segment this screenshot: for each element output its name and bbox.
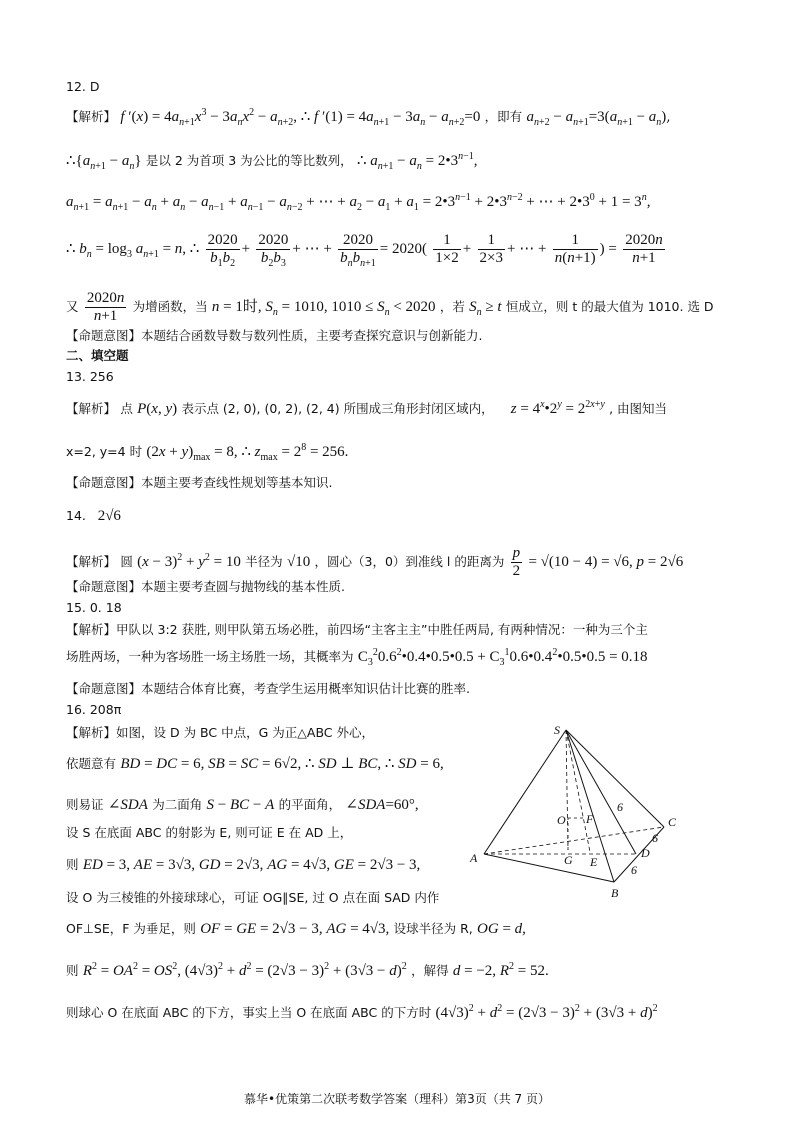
q12-line3: $a_{n+1} = a_{n+1} - a_n + a_n - a_{n-1} + a_{n-1} - a_{n-2}$ + ⋯ + $a_2 - a_1 + a_1$ = $2•3^{n-1}$ + $2•3^{n-2}$ + ⋯ + $2•3^0 + 1 = 3^n$, [66,192,651,213]
q12-line4: ∴ $b_n = \log_3 a_{n+1} = n$, ∴ $\frac{2020}{b_1b_2}$ + $\frac{2020}{b_2b_3}$ + ⋯ + $\frac{2020}{b_nb_{n+1}}$ = 2020( $\frac{1}{1\times 2}$ + $\frac{1}{2\times 3}$ + ⋯ + $\frac{1}{n(n+1)}$ ) = $\frac{2020n}{n+1}$ [66,232,663,269]
q15-line2: 场胜两场，一种为客场胜一场主场胜一场，其概率为 $C_3^20.6^2•0.4•0.5•0.5$ + $C_3^10.6•0.4^2•0.5•0.5 = 0.18$ [66,647,648,668]
edge-sd [566,730,636,854]
q16-line1: 【解析】如图，设 D 为 BC 中点，G 为正△ABC 外心， [66,725,374,740]
q12-intent: 【命题意图】本题结合函数导数与数列性质，主要考查探究意识与创新能力. [66,328,483,343]
q16-line7: OF⊥SE，F 为垂足，则 OF = GE = 2√3 − 3, AG = 4√3, 设球半径为 R, OG = d, [66,921,526,937]
q16-line6: 设 O 为三棱锥的外接球球心，可证 OG∥SE, 过 O 点在面 SAD 内作 [66,890,440,905]
q14-intent: 【命题意图】本题主要考查圆与抛物线的基本性质. [66,579,345,594]
q16-line8: 则 $R^2 = OA^2 = OS^2$, $(4√3)^2 + d^2 = (2√3 - 3)^2 + (3√3 - d)^2$ ，解得 d = −2, $R^2 = 52$. [66,961,549,979]
edge-sc [566,730,664,827]
label-c: C [668,815,677,829]
q13-intent: 【命题意图】本题主要考查线性规划等基本知识. [66,475,333,490]
q16-line9: 则球心 O 在底面 ABC 的下方，事实上当 O 在底面 ABC 的下方时 $(4√3)^2 + d^2 = (2√3 - 3)^2 + (3√3 + d)^2$ [66,1003,658,1021]
label-f: F [586,812,594,826]
q16-line2: 依题意有 BD = DC = 6, SB = SC = 6√2, ∴ SD ⊥ BC, ∴ SD = 6, [66,756,444,772]
q16-line5: 则 ED = 3, AE = 3√3, GD = 2√3, AG = 4√3, GE = 2√3 − 3, [66,857,421,873]
analysis-tag: 【解析】 [66,109,117,124]
q14-answer: 14. 2√6 [66,508,121,524]
label-len-bd: 6 [631,863,637,877]
label-b: B [611,886,619,900]
edge-se [566,730,590,852]
edge-sa [484,730,566,854]
label-o: O [557,813,566,827]
label-len-sc: 6 [617,800,623,814]
q12-line5: 又 $\frac{2020n}{n+1}$ 为增函数，当 n = 1时, $S_n = 1010$, $1010 \le S_n < 2020$ ，若 $S_n \ge t$ 恒成立，则 t 的最大值为 1010. 选 D [66,290,714,324]
q16-line4: 设 S 在底面 ABC 的射影为 E, 则可证 E 在 AD 上， [66,825,353,840]
edge-ac [484,827,664,854]
q12-line2: $\therefore\{a_{n+1} - a_n\}$ 是以 2 为首项 3 为公比的等比数列， ∴ $a_{n+1} - a_n$ = $2•3^{n-1}$, [66,151,478,172]
q15-intent: 【命题意图】本题结合体育比赛，考查学生运用概率知识估计比赛的胜率. [66,681,470,696]
q16-answer: 16. 208π [66,702,122,717]
label-e: E [590,855,598,869]
label-g: G [564,853,573,867]
label-len-dc: 6 [652,831,658,845]
page-footer: 慕华•优策第二次联考数学答案（理科）第3页（共 7 页） [244,1092,550,1106]
label-a: A [470,851,478,865]
q15-answer: 15. 0. 18 [66,600,122,615]
q15-line1: 【解析】甲队以 3:2 获胜, 则甲队第五场必胜，前四场“主客主主”中胜任两局, 有两种情况：一种为三个主 [66,622,648,637]
section-title: 二、填空题 [66,348,129,363]
q16-line3: 则易证 ∠SDA 为二面角 S − BC − A 的平面角， ∠SDA=60°, [66,797,419,813]
label-s: S [554,723,560,737]
q14-line1: 【解析】 圆 $(x - 3)^2 + y^2 = 10$ 半径为 √10 ，圆心（3，0）到准线 l 的距离为 $\frac{p}{2}$ = √(10 − 4) = √6, p = 2√6 [66,545,684,579]
q12-answer: 12. D [66,79,100,94]
q12-line1: 【解析】 f $'(x) = 4a_{n+1}x^3 - 3a_nx^2 - a_{n+2}$, ∴ f $'(1) = 4a_{n+1} - 3a_n - a_{n+2}=0$ ，即有 $a_{n+2} - a_{n+1}=3(a_{n+1} - a_n)$, [66,107,671,128]
q13-line1: 【解析】 点 P(x, y) 表示点 (2, 0), (0, 2), (2, 4) 所围成三角形封闭区域内， $z = 4^x•2^y = 2^{2x+y}$ , 由图知当 [66,399,668,417]
tetrahedron-figure [468,722,698,902]
q13-line2: x=2, y=4 时 $(2x + y)_{max} = 8$, ∴ $z_{max} = 2^8 = 256$. [66,442,349,463]
label-d: D [641,846,650,860]
q13-answer: 13. 256 [66,369,114,384]
